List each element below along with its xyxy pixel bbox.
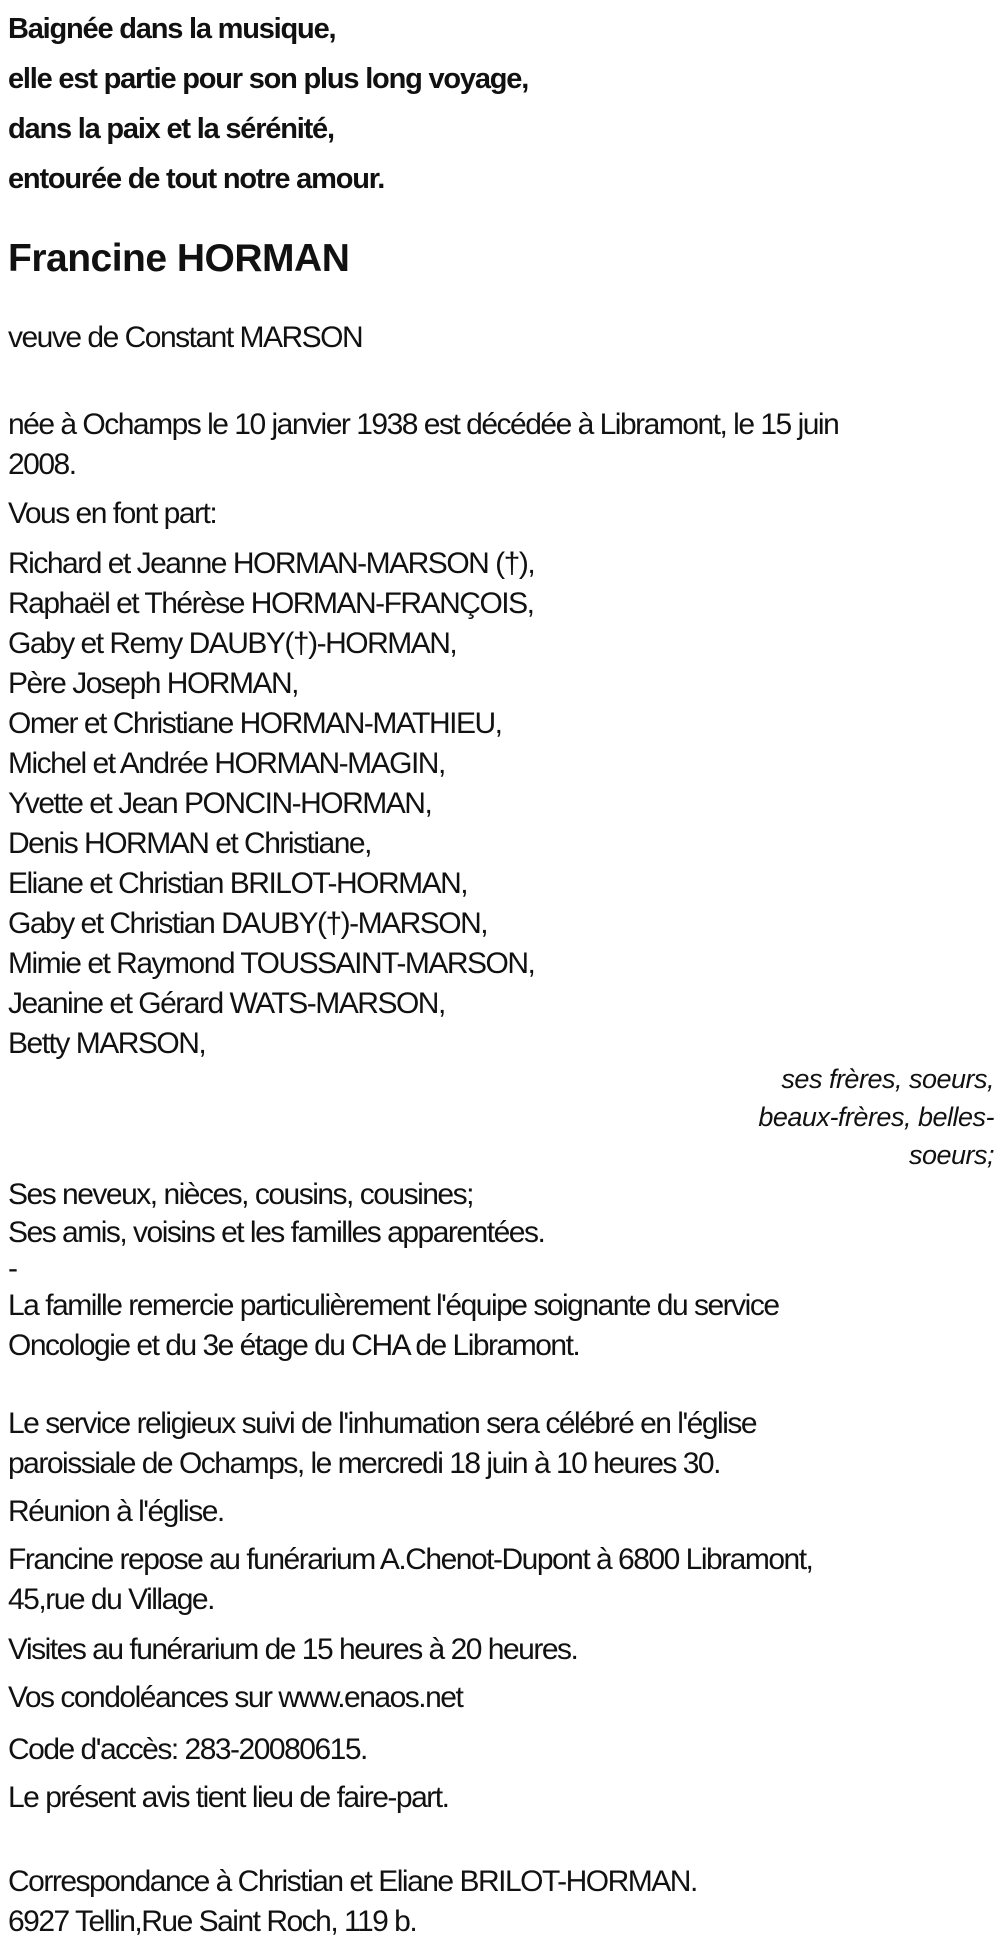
other-relatives-line: Ses amis, voisins et les familles apparentées. <box>8 1216 545 1249</box>
epitaph-line: dans la paix et la sérénité, <box>8 113 334 145</box>
announcement-line: Vous en font part: <box>8 497 217 530</box>
other-relatives <box>8 1176 994 1252</box>
life-dates-line: née à Ochamps le 10 janvier 1938 est décédée à Libramont, le 15 juin <box>8 408 839 441</box>
family-member: Jeanine et Gérard WATS-MARSON, <box>8 987 445 1020</box>
family-member: Denis HORMAN et Christiane, <box>8 827 371 860</box>
separator-dash: - <box>8 1252 17 1285</box>
family-member: Michel et Andrée HORMAN-MAGIN, <box>8 747 445 780</box>
family-member: Père Joseph HORMAN, <box>8 667 298 700</box>
access-code-line: Code d'accès: 283-20080615. <box>8 1733 367 1766</box>
service-line: paroissiale de Ochamps, le mercredi 18 juin à 10 heures 30. <box>8 1447 720 1480</box>
correspondence-line: Correspondance à Christian et Eliane BRILOT-HORMAN. <box>8 1865 697 1898</box>
spouse-relation: veuve de Constant MARSON <box>8 321 363 354</box>
funeral-home-line: 45,rue du Village. <box>8 1583 214 1616</box>
epitaph-quote <box>8 4 994 204</box>
other-relatives-line: Ses neveux, nièces, cousins, cousines; <box>8 1178 473 1211</box>
service-line: Le service religieux suivi de l'inhumation sera célébré en l'église <box>8 1407 757 1440</box>
kinship-note-line: beaux-frères, belles- <box>758 1102 994 1132</box>
epitaph-line: entourée de tout notre amour. <box>8 163 385 195</box>
kinship-note-line: ses frères, soeurs, <box>781 1064 994 1094</box>
family-member: Raphaël et Thérèse HORMAN-FRANÇOIS, <box>8 587 534 620</box>
funeral-home-paragraph <box>8 1540 994 1620</box>
family-member: Betty MARSON, <box>8 1027 206 1060</box>
visiting-hours-line: Visites au funérarium de 15 heures à 20 heures. <box>8 1633 578 1666</box>
family-member: Gaby et Remy DAUBY(†)-HORMAN, <box>8 627 457 660</box>
kinship-note <box>8 1060 994 1174</box>
thanks-line: La famille remercie particulièrement l'équipe soignante du service <box>8 1289 779 1322</box>
family-member: Gaby et Christian DAUBY(†)-MARSON, <box>8 907 488 940</box>
funeral-home-line: Francine repose au funérarium A.Chenot-Dupont à 6800 Libramont, <box>8 1543 813 1576</box>
family-member: Yvette et Jean PONCIN-HORMAN, <box>8 787 432 820</box>
kinship-note-line: soeurs; <box>908 1140 994 1170</box>
thanks-line: Oncologie et du 3e étage du CHA de Libramont. <box>8 1329 580 1362</box>
family-members-list <box>8 544 994 1064</box>
family-member: Omer et Christiane HORMAN-MATHIEU, <box>8 707 502 740</box>
thanks-paragraph <box>8 1286 994 1366</box>
legal-notice-line: Le présent avis tient lieu de faire-part. <box>8 1781 449 1814</box>
condolences-line: Vos condoléances sur www.enaos.net <box>8 1681 463 1714</box>
family-member: Mimie et Raymond TOUSSAINT-MARSON, <box>8 947 535 980</box>
family-member: Richard et Jeanne HORMAN-MARSON (†), <box>8 547 535 580</box>
epitaph-line: Baignée dans la musique, <box>8 13 336 45</box>
epitaph-line: elle est partie pour son plus long voyage, <box>8 63 529 95</box>
correspondence-address <box>8 1862 994 1942</box>
correspondence-line: 6927 Tellin,Rue Saint Roch, 119 b. <box>8 1905 417 1938</box>
deceased-name: Francine HORMAN <box>8 237 350 280</box>
reunion-line: Réunion à l'église. <box>8 1495 224 1528</box>
service-paragraph <box>8 1404 994 1484</box>
life-dates <box>8 405 994 485</box>
family-member: Eliane et Christian BRILOT-HORMAN, <box>8 867 468 900</box>
life-dates-line: 2008. <box>8 448 76 481</box>
